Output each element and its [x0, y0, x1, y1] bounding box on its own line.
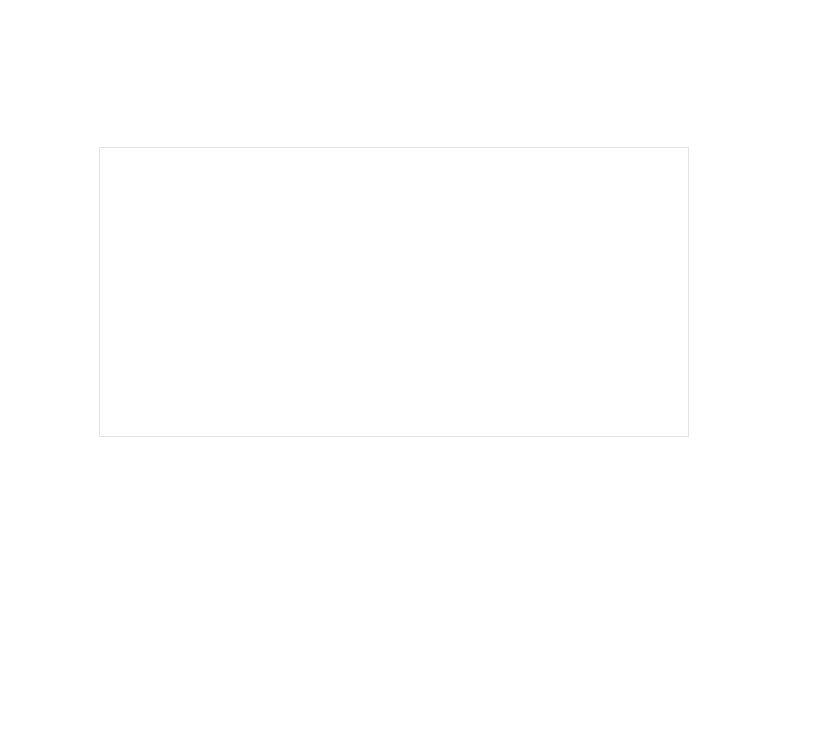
radar-map-image — [100, 148, 688, 436]
issued-line — [82, 721, 122, 741]
dbz-colorbar — [695, 146, 731, 438]
